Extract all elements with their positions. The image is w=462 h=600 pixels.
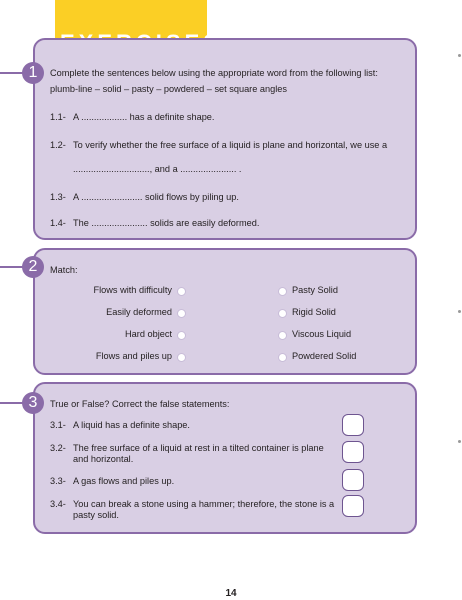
exercise-1-number: 1 <box>22 62 44 84</box>
edge-mark <box>458 440 461 443</box>
match-right-item: Powdered Solid <box>292 351 357 361</box>
exercise-2-number: 2 <box>22 256 44 278</box>
match-right-dot[interactable] <box>278 331 287 340</box>
item-number: 1.3- <box>50 192 66 202</box>
match-left-item: Flows with difficulty <box>93 285 172 295</box>
match-left-item: Flows and piles up <box>95 351 172 361</box>
statement-text: You can break a stone using a hammer; therefore, the stone is a pasty solid. <box>73 499 335 520</box>
match-left-item: Hard object <box>125 329 172 339</box>
item-number: 3.1- <box>50 420 66 430</box>
statement-text: A gas flows and piles up. <box>73 476 175 486</box>
exercise-2-panel <box>33 248 417 375</box>
match-right-dot[interactable] <box>278 309 287 318</box>
match-right-dot[interactable] <box>278 353 287 362</box>
item-number: 3.4- <box>50 499 66 509</box>
match-left-dot[interactable] <box>177 331 186 340</box>
item-number: 3.2- <box>50 443 66 453</box>
match-left-dot[interactable] <box>177 309 186 318</box>
match-right-item: Viscous Liquid <box>292 329 352 339</box>
item-text: The ...................... solids are easily deformed. <box>73 218 260 228</box>
match-right-item: Pasty Solid <box>292 285 338 295</box>
exercise-2-instruction: Match: <box>50 265 78 275</box>
statement-text: The free surface of a liquid at rest in a tilted container is plane and horizontal. <box>73 443 324 464</box>
exercise-1-instruction: Complete the sentences below using the appropriate word from the following list: <box>50 68 378 78</box>
true-false-answer-box[interactable] <box>342 495 364 517</box>
match-left-dot[interactable] <box>177 353 186 362</box>
match-left-dot[interactable] <box>177 287 186 296</box>
exercise-3-instruction: True or False? Correct the false statements: <box>50 399 230 409</box>
item-text: A .................. has a definite shape. <box>73 112 215 122</box>
match-left-item: Easily deformed <box>106 307 172 317</box>
match-right-dot[interactable] <box>278 287 287 296</box>
statement-text: A liquid has a definite shape. <box>73 420 190 430</box>
item-text: A ........................ solid flows by piling up. <box>73 192 239 202</box>
match-right-item: Rigid Solid <box>292 307 336 317</box>
item-number: 1.1- <box>50 112 66 122</box>
item-number: 1.2- <box>50 140 66 150</box>
item-number: 1.4- <box>50 218 66 228</box>
edge-mark <box>458 54 461 57</box>
true-false-answer-box[interactable] <box>342 469 364 491</box>
item-number: 3.3- <box>50 476 66 486</box>
page-number: 14 <box>225 588 237 599</box>
exercise-3-number: 3 <box>22 392 44 414</box>
exercise-1-word-list: plumb-line – solid – pasty – powdered – set square angles <box>50 84 287 94</box>
item-text: To verify whether the free surface of a liquid is plane and horizontal, we use a <box>73 140 388 150</box>
edge-mark <box>458 310 461 313</box>
item-text-continued: .............................., and a ...................... . <box>73 164 242 174</box>
true-false-answer-box[interactable] <box>342 414 364 436</box>
true-false-answer-box[interactable] <box>342 441 364 463</box>
